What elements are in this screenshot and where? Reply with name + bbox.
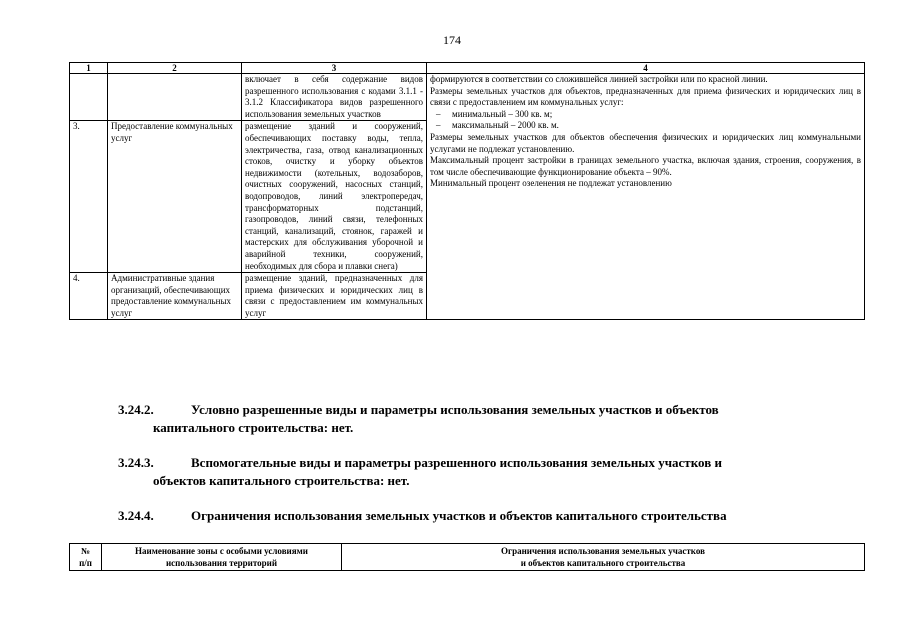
header-col-1: 1 [70, 63, 108, 74]
table-header-row [70, 63, 865, 74]
section-title: Условно разрешенные виды и параметры использования земельных участков и объектов [191, 402, 719, 417]
restrictions-table [69, 543, 865, 571]
row-use-name [108, 74, 242, 121]
page-number: 174 [443, 33, 461, 47]
params-text: формируются в соответствии со сложившейся линией застройки или по красной линии. [430, 74, 768, 84]
params-text: Размеры земельных участков для объектов, предназначенных для приема физических и юридических лиц в связи с предоставлением им коммунальных услуг: [430, 85, 861, 108]
section-heading [118, 401, 860, 437]
row-description: включает в себя содержание видов разрешенного использования с кодами 3.1.1 - 3.1.2 Классификатора видов разрешенного использования земельных участков [242, 74, 427, 121]
table-row [70, 74, 865, 121]
section-title-continuation: капитального строительства: нет. [153, 420, 354, 435]
land-use-table [69, 62, 865, 320]
header-col-3: 3 [242, 63, 427, 74]
header-zone-name: Наименование зоны с особыми условиями использования территорий [102, 544, 342, 571]
params-text: Минимальный процент озеленения не подлежат установлению [430, 178, 672, 189]
section-title: Вспомогательные виды и параметры разрешенного использования земельных участков и [191, 455, 722, 470]
row-number [70, 74, 108, 121]
header-restrictions: Ограничения использования земельных участков и объектов капитального строительства [342, 544, 865, 571]
row-number: 4. [70, 273, 108, 320]
section-number: 3.24.3. [118, 455, 154, 470]
list-item: – минимальный – 300 кв. м; [430, 109, 861, 121]
size-list [430, 109, 861, 132]
section-number: 3.24.2. [118, 402, 154, 417]
section-heading [118, 507, 860, 525]
parameters-cell [427, 74, 865, 320]
header-number: № п/п [70, 544, 102, 571]
params-text: Размеры земельных участков для объектов обеспечения физических и юридических лиц коммунальными услугами не подлежат установлению. [430, 131, 861, 154]
row-number: 3. [70, 121, 108, 273]
params-text: Максимальный процент застройки в границах земельного участка, включая здания, строения, сооружения, в том числе обеспечивающие функционирование объекта – 90%. [430, 155, 861, 177]
list-item: – максимальный – 2000 кв. м. [430, 120, 861, 132]
row-use-name: Административные здания организаций, обеспечивающих предоставление коммунальных услуг [108, 273, 242, 320]
section-title-continuation: объектов капитального строительства: нет. [153, 473, 410, 488]
section-heading [118, 454, 860, 490]
section-number: 3.24.4. [118, 508, 154, 523]
header-col-4: 4 [427, 63, 865, 74]
row-description: размещение зданий и сооружений, обеспечивающих поставку воды, тепла, электричества, газа, отвод канализационных стоков, очистку и уборку объектов недвижимости (котельных, водозаборов, очистных сооружений, насосных станций, водопроводов, линий электропередач, трансформаторных подстанций, газопроводов, линий связи, телефонных станций, канализаций, стоянок, гаражей и мастерских для обслуживания уборочной и аварийной техники, сооружений, необходимых для сбора и плавки снега) [242, 121, 427, 273]
table-header-row [70, 544, 865, 571]
section-title: Ограничения использования земельных участков и объектов капитального строительства [191, 508, 727, 523]
row-use-name: Предоставление коммунальных услуг [108, 121, 242, 273]
header-col-2: 2 [108, 63, 242, 74]
row-description: размещение зданий, предназначенных для приема физических и юридических лиц в связи с предоставлением им коммунальных услуг [242, 273, 427, 320]
